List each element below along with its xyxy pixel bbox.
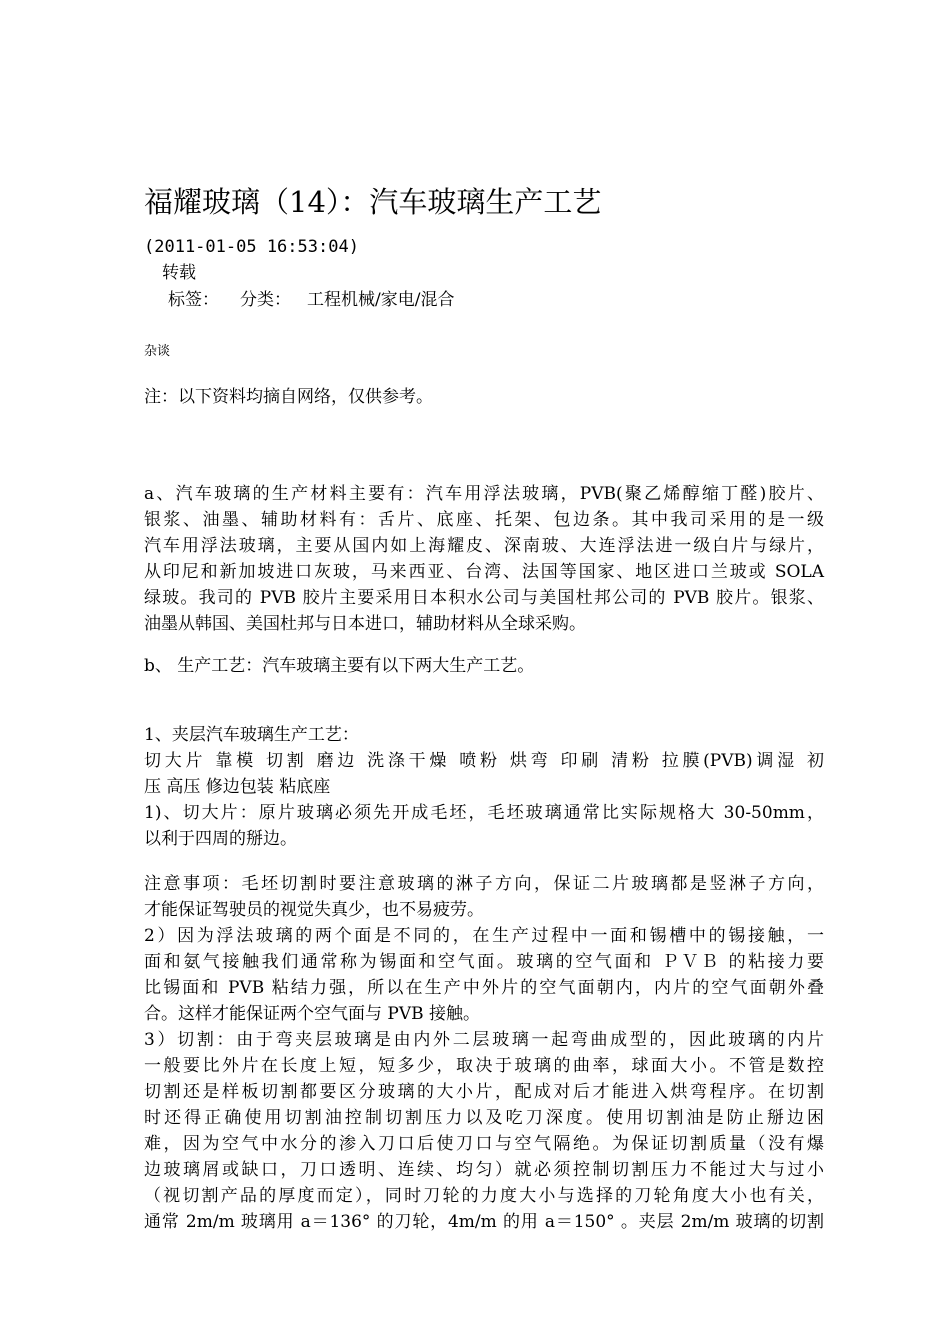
tag-link[interactable]: 杂谈 (144, 344, 171, 359)
article-date: (2011-01-05 16:53:04) (144, 237, 359, 257)
section-a-line: 汽车用浮法玻璃，主要从国内如上海耀皮、深南玻、大连浮法进一级白片与绿片， (144, 536, 824, 556)
body-line: 才能保证驾驶员的视觉失真少，也不易疲劳。 (144, 900, 484, 920)
section-a-line: 绿玻。我司的 PVB 胶片主要采用日本积水公司与美国杜邦公司的 PVB 胶片。银浆、 (144, 588, 824, 608)
body-line: 3）切割：由于弯夹层玻璃是由内外二层玻璃一起弯曲成型的，因此玻璃的内片 (144, 1030, 824, 1050)
section-b-line: b、 生产工艺：汽车玻璃主要有以下两大生产工艺。 (144, 656, 535, 676)
body-line: 切割还是样板切割都要区分玻璃的大小片，配成对后才能进入烘弯程序。在切割 (144, 1082, 824, 1102)
section-a-line: 银浆、油墨、辅助材料有：舌片、底座、托架、包边条。其中我司采用的是一级 (144, 510, 824, 530)
repost-label: 转载 (162, 263, 196, 283)
body-line: 一般要比外片在长度上短，短多少，取决于玻璃的曲率，球面大小。不管是数控 (144, 1056, 824, 1076)
process-steps-line: 压 高压 修边包装 粘底座 (144, 777, 331, 797)
section-a-line: 油墨从韩国、美国杜邦与日本进口，辅助材料从全球采购。 (144, 614, 586, 634)
category-label: 分类： (240, 290, 291, 310)
section-a-line: 从印尼和新加坡进口灰玻，马来西亚、台湾、法国等国家、地区进口兰玻或 SOLA (144, 562, 824, 582)
cut-step-line: 1)、切大片：原片玻璃必须先开成毛坯，毛坯玻璃通常比实际规格大 30-50mm， (144, 803, 824, 823)
body-line: 边玻璃屑或缺口，刀口透明、连续、均匀）就必须控制切割压力不能过大与过小 (144, 1160, 824, 1180)
body-line: 通常 2m/m 玻璃用 a＝136° 的刀轮，4m/m 的用 a＝150° 。夹层 2m/m 玻璃的切割 (144, 1212, 824, 1232)
body-line: 比锡面和 PVB 粘结力强，所以在生产中外片的空气面朝内，内片的空气面朝外叠 (144, 978, 824, 998)
category-link[interactable]: 工程机械/家电/混合 (307, 290, 455, 310)
body-line: 时还得正确使用切割油控制切割压力以及吃刀深度。使用切割油是防止掰边困 (144, 1108, 824, 1128)
body-line: 2）因为浮法玻璃的两个面是不同的，在生产过程中一面和锡槽中的锡接触，一 (144, 926, 824, 946)
disclaimer-note: 注：以下资料均摘自网络，仅供参考。 (144, 387, 433, 407)
body-line: 面和氨气接触我们通常称为锡面和空气面。玻璃的空气面和 ＰＶＢ 的粘接力要 (144, 952, 824, 972)
body-line: （视切割产品的厚度而定），同时刀轮的力度大小与选择的刀轮角度大小也有关， (144, 1186, 824, 1206)
body-line: 注意事项：毛坯切割时要注意玻璃的淋子方向，保证二片玻璃都是竖淋子方向， (144, 874, 824, 894)
cut-step-line: 以利于四周的掰边。 (144, 829, 297, 849)
body-line: 难，因为空气中水分的渗入刀口后使刀口与空气隔绝。为保证切割质量（没有爆 (144, 1134, 824, 1154)
process-heading: 1、夹层汽车玻璃生产工艺： (144, 725, 359, 745)
tags-label: 标签： (168, 290, 219, 310)
section-a-line: a、汽车玻璃的生产材料主要有：汽车用浮法玻璃，PVB(聚乙烯醇缩丁醛)胶片、 (144, 484, 824, 504)
process-steps-line: 切大片 靠模 切割 磨边 洗涤干燥 喷粉 烘弯 印刷 清粉 拉膜(PVB)调湿 初 (144, 751, 824, 771)
article-title: 福耀玻璃（14）：汽车玻璃生产工艺 (144, 185, 602, 219)
body-line: 合。这样才能保证两个空气面与 PVB 接触。 (144, 1004, 481, 1024)
